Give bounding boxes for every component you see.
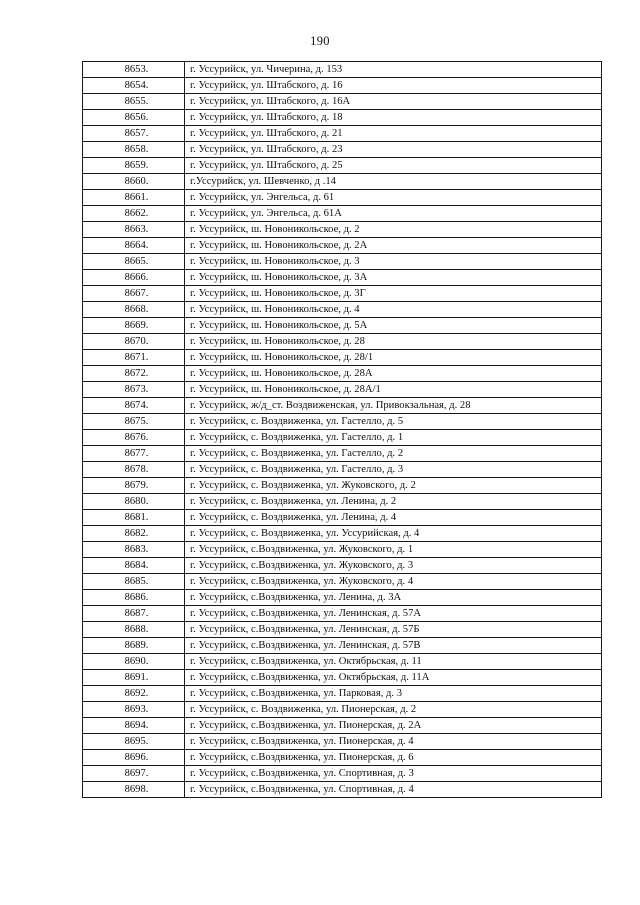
table-row	[83, 206, 602, 222]
row-number-cell: 8686.	[83, 590, 185, 606]
table-row	[83, 174, 602, 190]
table-row	[83, 702, 602, 718]
table-row	[83, 590, 602, 606]
table-row	[83, 238, 602, 254]
row-number-cell: 8689.	[83, 638, 185, 654]
row-number-cell: 8681.	[83, 510, 185, 526]
row-number-cell: 8695.	[83, 734, 185, 750]
row-number-cell: 8662.	[83, 206, 185, 222]
table-row	[83, 382, 602, 398]
address-cell: г. Уссурийск, ул. Штабского, д. 21	[185, 126, 602, 142]
address-cell: г. Уссурийск, ш. Новоникольское, д. 3А	[185, 270, 602, 286]
address-cell: г. Уссурийск, с.Воздвиженка, ул. Ленинская, д. 57Б	[185, 622, 602, 638]
row-number-cell: 8682.	[83, 526, 185, 542]
row-number-cell: 8674.	[83, 398, 185, 414]
row-number-cell: 8688.	[83, 622, 185, 638]
table-row	[83, 78, 602, 94]
row-number-cell: 8670.	[83, 334, 185, 350]
row-number-cell: 8694.	[83, 718, 185, 734]
table-row	[83, 158, 602, 174]
row-number-cell: 8696.	[83, 750, 185, 766]
address-cell: г. Уссурийск, с. Воздвиженка, ул. Гастелло, д. 2	[185, 446, 602, 462]
table-row	[83, 190, 602, 206]
address-cell: г. Уссурийск, ш. Новоникольское, д. 28А/1	[185, 382, 602, 398]
row-number-cell: 8672.	[83, 366, 185, 382]
table-row	[83, 222, 602, 238]
row-number-cell: 8693.	[83, 702, 185, 718]
row-number-cell: 8659.	[83, 158, 185, 174]
address-cell: г. Уссурийск, ш. Новоникольское, д. 28/1	[185, 350, 602, 366]
address-cell: г. Уссурийск, ш. Новоникольское, д. 3Г	[185, 286, 602, 302]
address-cell: г. Уссурийск, ул. Чичерина, д. 153	[185, 62, 602, 78]
address-cell: г. Уссурийск, с.Воздвиженка, ул. Ленина, д. 3А	[185, 590, 602, 606]
row-number-cell: 8657.	[83, 126, 185, 142]
table-row	[83, 414, 602, 430]
table-row	[83, 318, 602, 334]
row-number-cell: 8668.	[83, 302, 185, 318]
table-row	[83, 734, 602, 750]
table-row	[83, 510, 602, 526]
table-row	[83, 126, 602, 142]
row-number-cell: 8655.	[83, 94, 185, 110]
address-cell: г. Уссурийск, с.Воздвиженка, ул. Октябрьская, д. 11А	[185, 670, 602, 686]
row-number-cell: 8654.	[83, 78, 185, 94]
table-row	[83, 622, 602, 638]
row-number-cell: 8684.	[83, 558, 185, 574]
table-row	[83, 62, 602, 78]
address-cell: г.Уссурийск, ул. Шевченко, д .14	[185, 174, 602, 190]
row-number-cell: 8691.	[83, 670, 185, 686]
address-cell: г. Уссурийск, с.Воздвиженка, ул. Спортивная, д. 3	[185, 766, 602, 782]
address-cell: г. Уссурийск, ул. Энгельса, д. 61А	[185, 206, 602, 222]
address-cell: г. Уссурийск, с. Воздвиженка, ул. Пионерская, д. 2	[185, 702, 602, 718]
table-row	[83, 94, 602, 110]
address-cell: г. Уссурийск, ж/д_ст. Воздвиженская, ул. Привокзальная, д. 28	[185, 398, 602, 414]
address-cell: г. Уссурийск, с.Воздвиженка, ул. Пионерская, д. 6	[185, 750, 602, 766]
table-row	[83, 718, 602, 734]
row-number-cell: 8698.	[83, 782, 185, 798]
address-cell: г. Уссурийск, ш. Новоникольское, д. 5А	[185, 318, 602, 334]
row-number-cell: 8676.	[83, 430, 185, 446]
address-cell: г. Уссурийск, ш. Новоникольское, д. 28	[185, 334, 602, 350]
row-number-cell: 8692.	[83, 686, 185, 702]
address-cell: г. Уссурийск, ул. Штабского, д. 16	[185, 78, 602, 94]
address-cell: г. Уссурийск, с.Воздвиженка, ул. Октябрьская, д. 11	[185, 654, 602, 670]
address-cell: г. Уссурийск, ул. Штабского, д. 18	[185, 110, 602, 126]
row-number-cell: 8678.	[83, 462, 185, 478]
row-number-cell: 8661.	[83, 190, 185, 206]
table-row	[83, 462, 602, 478]
address-cell: г. Уссурийск, ул. Энгельса, д. 61	[185, 190, 602, 206]
table-row	[83, 446, 602, 462]
table-row	[83, 606, 602, 622]
table-row	[83, 254, 602, 270]
table-row	[83, 398, 602, 414]
row-number-cell: 8656.	[83, 110, 185, 126]
table-row	[83, 558, 602, 574]
table-row	[83, 542, 602, 558]
address-cell: г. Уссурийск, ш. Новоникольское, д. 2	[185, 222, 602, 238]
row-number-cell: 8671.	[83, 350, 185, 366]
row-number-cell: 8673.	[83, 382, 185, 398]
page-number: 190	[310, 34, 330, 48]
address-cell: г. Уссурийск, с. Воздвиженка, ул. Ленина, д. 2	[185, 494, 602, 510]
row-number-cell: 8663.	[83, 222, 185, 238]
row-number-cell: 8664.	[83, 238, 185, 254]
table-row	[83, 670, 602, 686]
address-cell: г. Уссурийск, ш. Новоникольское, д. 3	[185, 254, 602, 270]
address-cell: г. Уссурийск, ш. Новоникольское, д. 28А	[185, 366, 602, 382]
row-number-cell: 8666.	[83, 270, 185, 286]
table-row	[83, 430, 602, 446]
table-row	[83, 302, 602, 318]
address-cell: г. Уссурийск, ул. Штабского, д. 25	[185, 158, 602, 174]
row-number-cell: 8697.	[83, 766, 185, 782]
table-row	[83, 750, 602, 766]
row-number-cell: 8660.	[83, 174, 185, 190]
address-cell: г. Уссурийск, с. Воздвиженка, ул. Жуковского, д. 2	[185, 478, 602, 494]
row-number-cell: 8653.	[83, 62, 185, 78]
address-cell: г. Уссурийск, с.Воздвиженка, ул. Ленинская, д. 57А	[185, 606, 602, 622]
address-cell: г. Уссурийск, с. Воздвиженка, ул. Гастелло, д. 5	[185, 414, 602, 430]
row-number-cell: 8683.	[83, 542, 185, 558]
row-number-cell: 8658.	[83, 142, 185, 158]
address-cell: г. Уссурийск, с.Воздвиженка, ул. Жуковского, д. 4	[185, 574, 602, 590]
row-number-cell: 8677.	[83, 446, 185, 462]
table-row	[83, 574, 602, 590]
table-row	[83, 142, 602, 158]
table-row	[83, 110, 602, 126]
table-row	[83, 766, 602, 782]
address-cell: г. Уссурийск, ул. Штабского, д. 16А	[185, 94, 602, 110]
address-cell: г. Уссурийск, с.Воздвиженка, ул. Пионерская, д. 4	[185, 734, 602, 750]
row-number-cell: 8669.	[83, 318, 185, 334]
row-number-cell: 8679.	[83, 478, 185, 494]
row-number-cell: 8680.	[83, 494, 185, 510]
address-cell: г. Уссурийск, ш. Новоникольское, д. 2А	[185, 238, 602, 254]
address-cell: г. Уссурийск, ш. Новоникольское, д. 4	[185, 302, 602, 318]
address-cell: г. Уссурийск, с.Воздвиженка, ул. Ленинская, д. 57В	[185, 638, 602, 654]
address-cell: г. Уссурийск, с.Воздвиженка, ул. Жуковского, д. 3	[185, 558, 602, 574]
table-row	[83, 334, 602, 350]
address-cell: г. Уссурийск, ул. Штабского, д. 23	[185, 142, 602, 158]
row-number-cell: 8690.	[83, 654, 185, 670]
address-cell: г. Уссурийск, с.Воздвиженка, ул. Спортивная, д. 4	[185, 782, 602, 798]
table-row	[83, 270, 602, 286]
table-row	[83, 478, 602, 494]
row-number-cell: 8665.	[83, 254, 185, 270]
row-number-cell: 8685.	[83, 574, 185, 590]
address-table	[82, 61, 602, 798]
address-cell: г. Уссурийск, с.Воздвиженка, ул. Парковая, д. 3	[185, 686, 602, 702]
table-row	[83, 350, 602, 366]
table-row	[83, 638, 602, 654]
table-row	[83, 494, 602, 510]
address-cell: г. Уссурийск, с.Воздвиженка, ул. Жуковского, д. 1	[185, 542, 602, 558]
address-cell: г. Уссурийск, с. Воздвиженка, ул. Уссурийская, д. 4	[185, 526, 602, 542]
address-cell: г. Уссурийск, с. Воздвиженка, ул. Гастелло, д. 1	[185, 430, 602, 446]
row-number-cell: 8667.	[83, 286, 185, 302]
row-number-cell: 8675.	[83, 414, 185, 430]
table-row	[83, 286, 602, 302]
table-row	[83, 526, 602, 542]
address-cell: г. Уссурийск, с. Воздвиженка, ул. Ленина, д. 4	[185, 510, 602, 526]
address-cell: г. Уссурийск, с. Воздвиженка, ул. Гастелло, д. 3	[185, 462, 602, 478]
row-number-cell: 8687.	[83, 606, 185, 622]
table-row	[83, 366, 602, 382]
address-cell: г. Уссурийск, с.Воздвиженка, ул. Пионерская, д. 2А	[185, 718, 602, 734]
table-row	[83, 654, 602, 670]
table-row	[83, 686, 602, 702]
table-row	[83, 782, 602, 798]
address-table-body	[83, 62, 602, 798]
